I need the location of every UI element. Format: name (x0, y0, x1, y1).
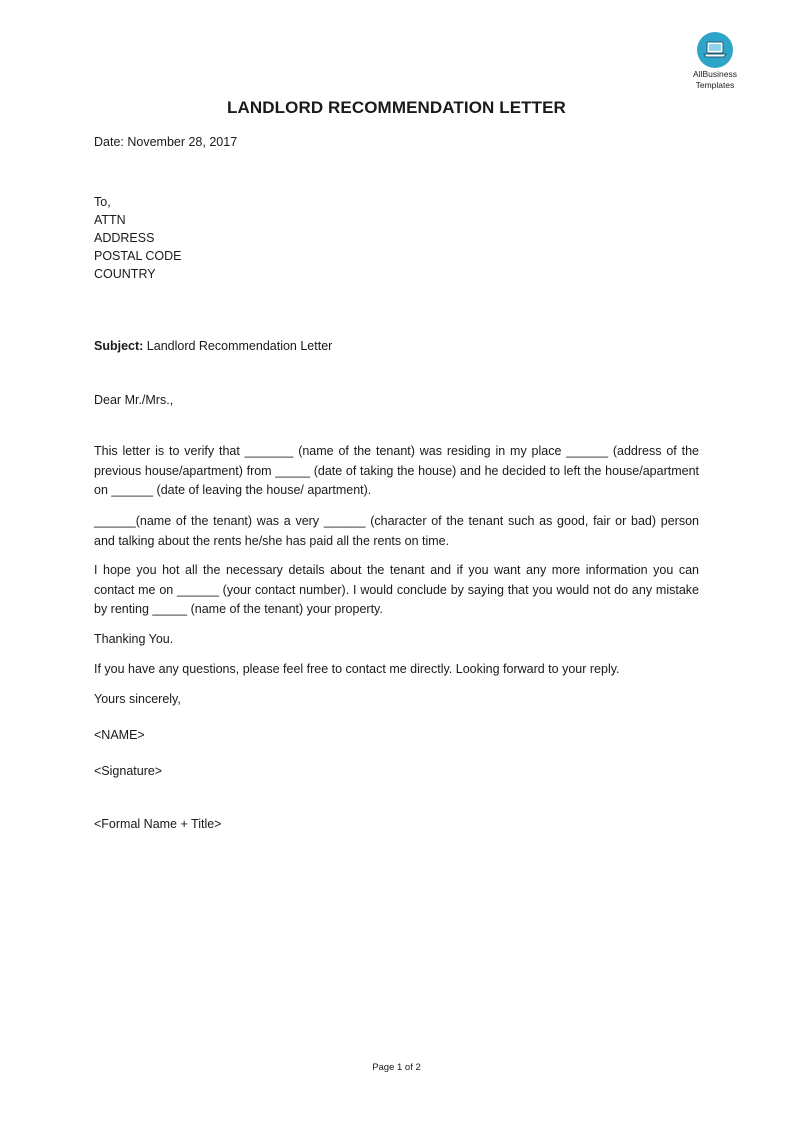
subject-text: Landlord Recommendation Letter (143, 339, 333, 353)
page-number: Page 1 of 2 (372, 1062, 421, 1073)
thanking-line: Thanking You. (94, 632, 174, 646)
address-line: ADDRESS (94, 231, 155, 245)
address-to: To, (94, 195, 111, 209)
letter-date: Date: November 28, 2017 (94, 135, 238, 149)
subject-line (94, 337, 332, 355)
closing-formal-name: <Formal Name + Title> (94, 817, 222, 831)
address-country: COUNTRY (94, 267, 156, 281)
closing-sincerely: Yours sincerely, (94, 692, 181, 706)
closing-name: <NAME> (94, 728, 145, 742)
address-postal-code: POSTAL CODE (94, 249, 182, 263)
logo-text-line2: Templates (695, 80, 735, 90)
address-attn: ATTN (94, 213, 126, 227)
subject-label: Subject: (94, 339, 144, 353)
closing-signature: <Signature> (94, 764, 163, 778)
laptop-icon (697, 32, 733, 68)
questions-line: If you have any questions, please feel free to contact me directly. Looking forward to your reply. (94, 662, 620, 676)
page-title: LANDLORD RECOMMENDATION LETTER (227, 98, 566, 117)
salutation: Dear Mr./Mrs., (94, 393, 174, 407)
paragraph-verify: This letter is to verify that _______ (name of the tenant) was residing in my place ______ (address of the previous house/apartment) from _____ (date of taking the house) and he decided to left the house/apartment on ______ (date of leaving the house/ apartment). (94, 444, 699, 497)
allbusiness-logo (684, 32, 746, 90)
paragraph-contact: I hope you hot all the necessary details about the tenant and if you want any more information you can contact me on ______ (your contact number). I would conclude by saying that you would not do any mistake by renting _____ (name of the tenant) your property. (94, 563, 699, 616)
logo-text-line1: AllBusiness (693, 69, 737, 79)
paragraph-character: ______(name of the tenant) was a very ______ (character of the tenant such as good, fair or bad) person and talking about the rents he/she has paid all the rents on time. (94, 514, 699, 548)
